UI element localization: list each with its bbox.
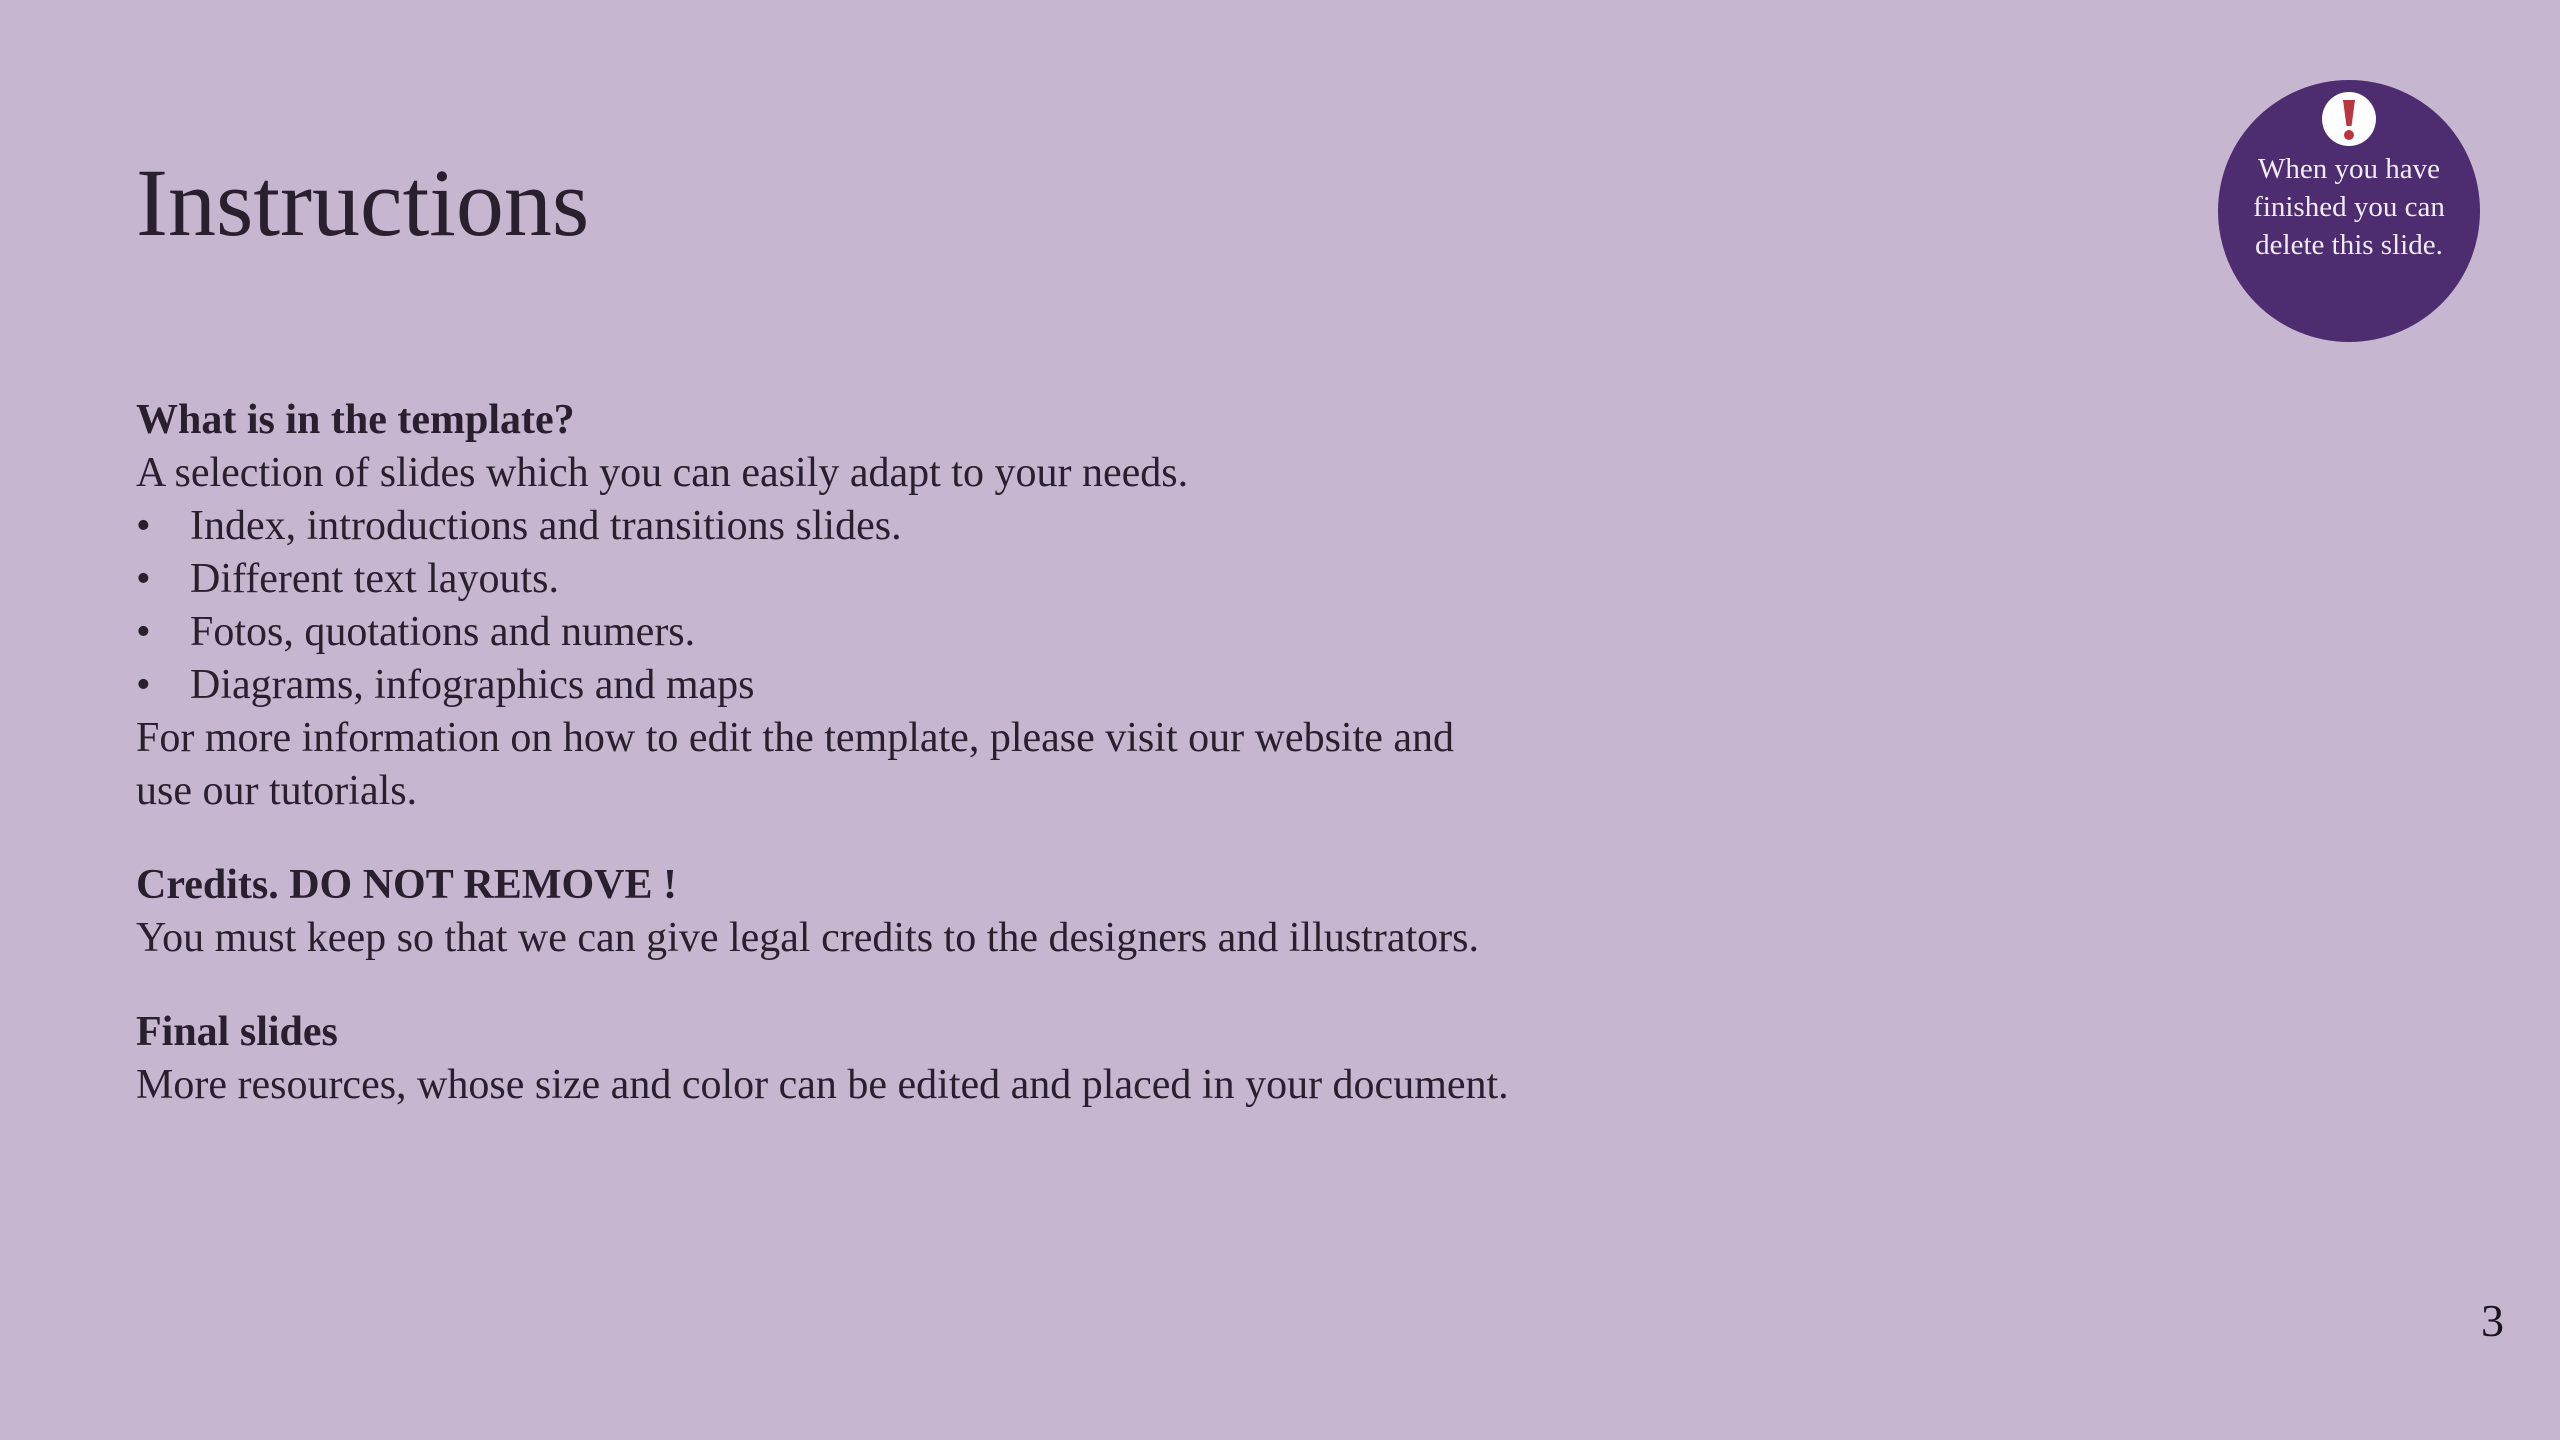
- bullet-item: • Diagrams, infographics and maps: [136, 659, 1736, 712]
- instructions-content: [136, 394, 1736, 1112]
- bullet-item: • Fotos, quotations and numers.: [136, 606, 1736, 659]
- notice-text: When you have finished you can delete this slide.: [2253, 153, 2445, 261]
- section-template-contents: [136, 394, 1736, 818]
- section-outro: For more information on how to edit the template, please visit our website and use our tutorials.: [136, 715, 1455, 814]
- section-text: You must keep so that we can give legal credits to the designers and illustrators.: [136, 915, 1479, 961]
- bullet-item: • Index, introductions and transitions slides.: [136, 500, 1736, 553]
- section-intro: A selection of slides which you can easily adapt to your needs.: [136, 450, 1189, 496]
- section-heading: Final slides: [136, 1009, 338, 1055]
- exclamation-icon: [2322, 92, 2376, 146]
- section-heading: What is in the template?: [136, 397, 575, 443]
- slide-title: Instructions: [136, 149, 590, 256]
- section-heading: Credits. DO NOT REMOVE !: [136, 862, 677, 908]
- section-final-slides: [136, 1006, 1736, 1112]
- section-credits: [136, 859, 1736, 965]
- delete-slide-notice: [2218, 80, 2480, 342]
- section-text: More resources, whose size and color can be edited and placed in your document.: [136, 1062, 1509, 1108]
- page-number: 3: [2481, 1295, 2504, 1346]
- bullet-item: • Different text layouts.: [136, 553, 1736, 606]
- bullet-list: [136, 500, 1736, 712]
